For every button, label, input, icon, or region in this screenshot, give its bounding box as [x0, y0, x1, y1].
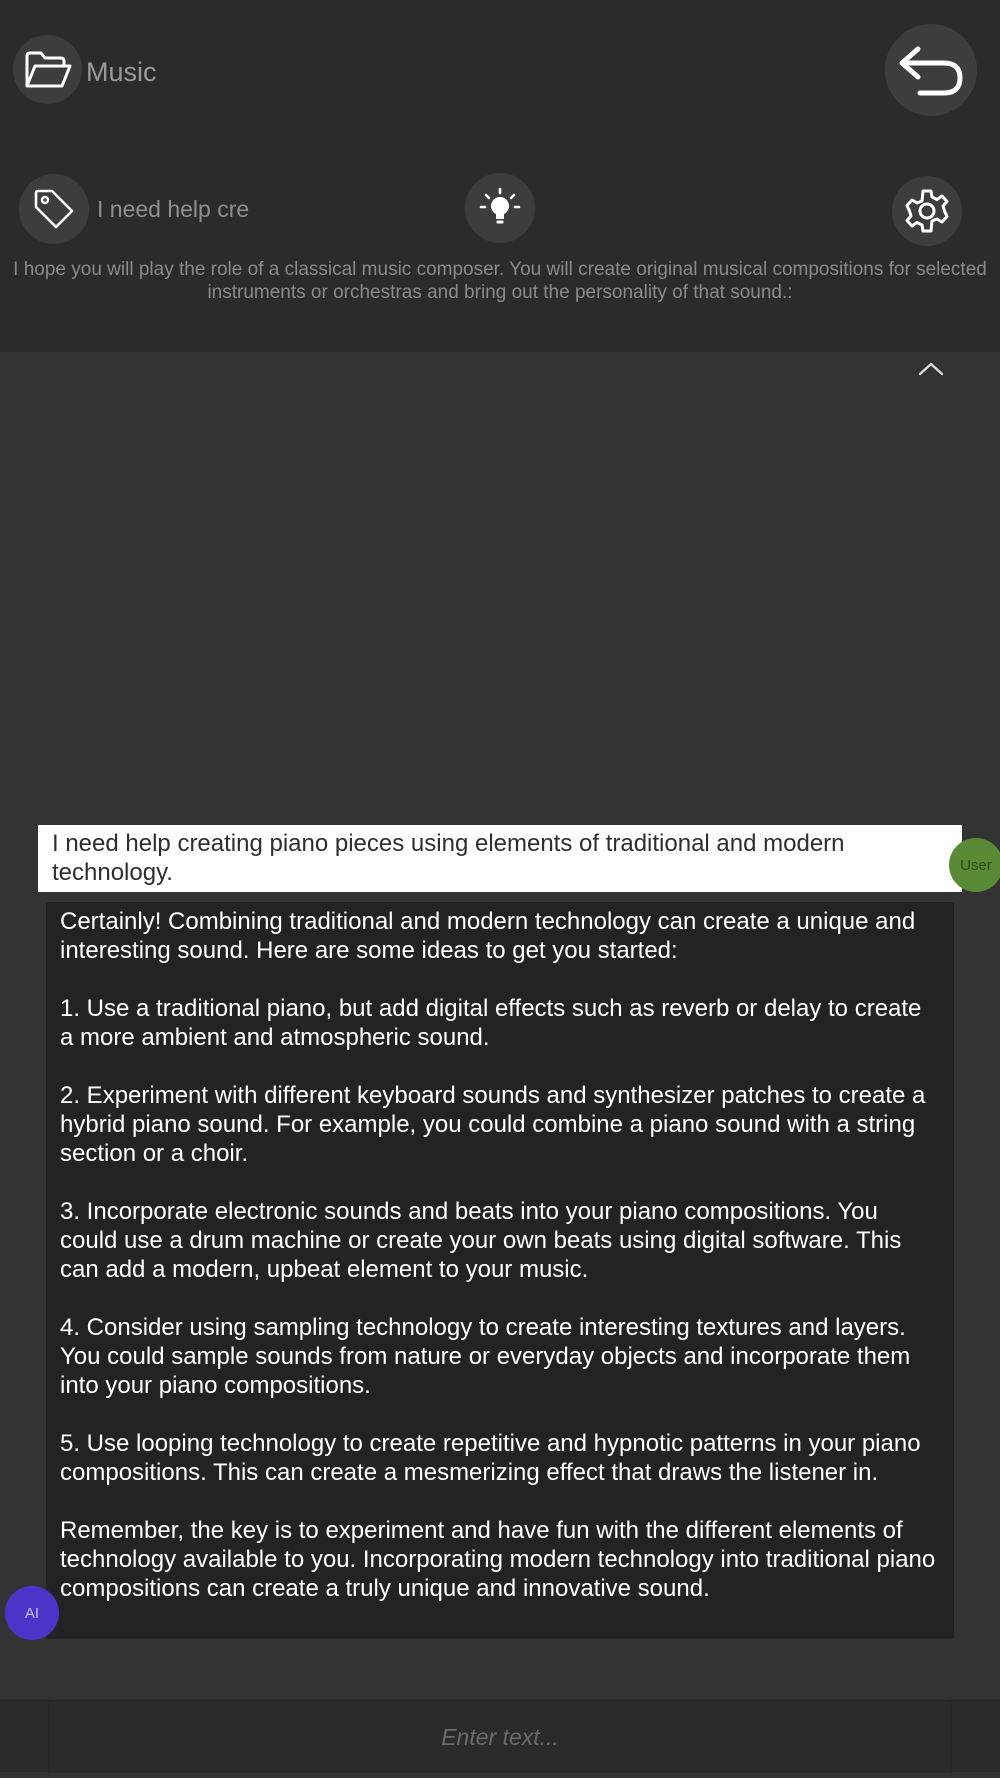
- header: [0, 0, 1000, 352]
- folder-title: Music: [86, 57, 157, 87]
- ai-message: Certainly! Combining traditional and modern technology can create a unique and interesting sound. Here are some ideas to get you started: 1. Use a traditional piano, but add digital effects such as reverb or delay to create a more ambient and atmospheric sound. 2. Experiment with different keyboard sounds and synthesizer patches to create a hybrid piano sound. For example, you could combine a piano sound with a string section or a choir. 3. Incorporate electronic sounds and beats into your piano compositions. You could use a drum machine or create your own beats using digital software. This can add a modern, upbeat element to your music. 4. Consider using sampling technology to create interesting textures and layers. You could sample sounds from nature or everyday objects and incorporate them into your piano compositions. 5. Use looping technology to create repetitive and hypnotic patterns in your piano compositions. This can create a mesmerizing effect that draws the listener in. Remember, the key is to experiment and have fun with the different elements of technology available to you. Incorporating modern technology into traditional piano compositions can create a truly unique and innovative sound.: [46, 902, 954, 1639]
- folder-button[interactable]: [13, 35, 82, 104]
- collapse-button[interactable]: [916, 356, 946, 382]
- user-avatar: User: [949, 838, 1000, 892]
- tag-button[interactable]: [19, 174, 89, 244]
- message-input[interactable]: [48, 1701, 952, 1773]
- chevron-up-icon: [916, 356, 946, 382]
- input-bar: [0, 1700, 1000, 1772]
- user-message: I need help creating piano pieces using elements of traditional and modern technology.: [38, 825, 962, 892]
- settings-button[interactable]: [892, 176, 962, 246]
- idea-button[interactable]: [465, 173, 535, 243]
- folder-open-icon: [24, 50, 72, 90]
- return-arrow-icon: [896, 43, 966, 97]
- prompt-name: I need help cre: [97, 196, 250, 222]
- gear-icon: [903, 187, 951, 235]
- ai-avatar: AI: [5, 1586, 59, 1640]
- lightbulb-icon: [477, 185, 523, 231]
- tag-icon: [32, 187, 76, 231]
- back-button[interactable]: [885, 24, 977, 116]
- prompt-description: I hope you will play the role of a classical music composer. You will create original musical compositions for selected instruments or orchestras and bring out the personality of that sound.:: [13, 259, 987, 303]
